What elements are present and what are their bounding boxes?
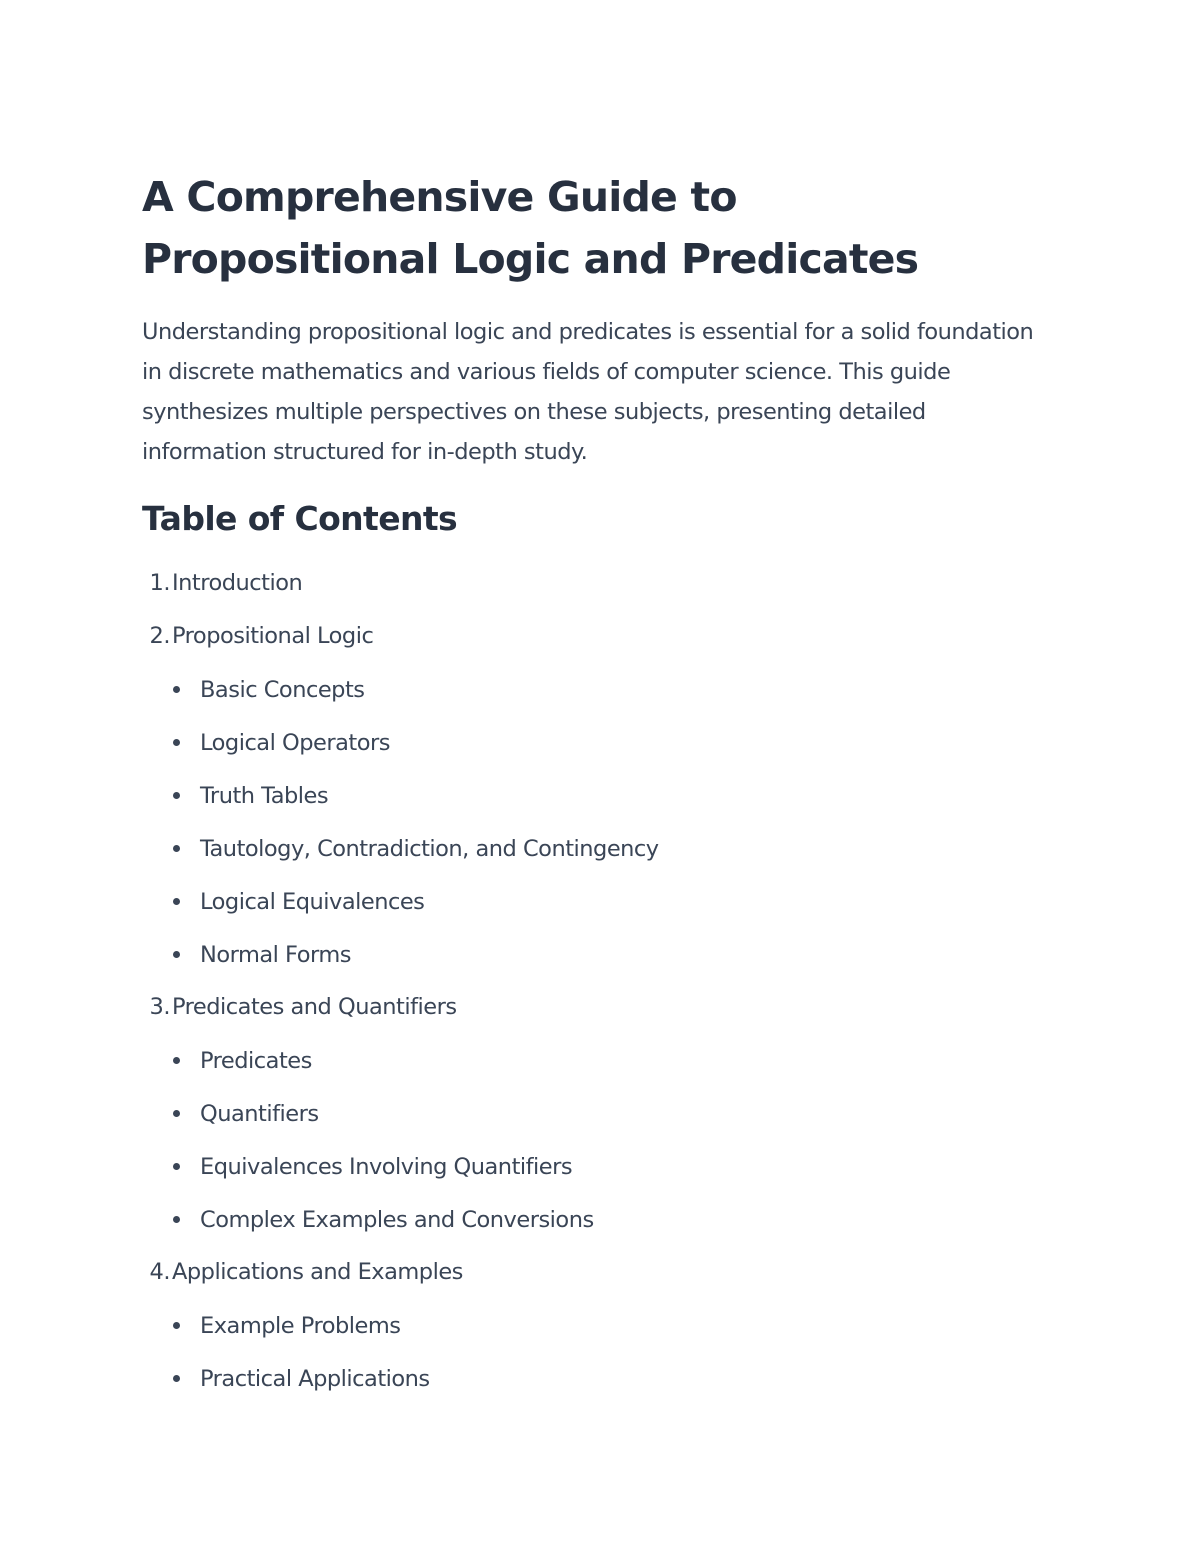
toc-section-propositional-logic	[142, 610, 1042, 981]
toc-link-normal-forms[interactable]: Normal Forms	[200, 941, 351, 968]
toc-subitem	[142, 663, 1042, 716]
bullet-icon	[173, 951, 180, 958]
toc-link-introduction[interactable]: Introduction	[172, 570, 303, 596]
toc-heading: Table of Contents	[142, 499, 458, 538]
toc-subitem	[142, 822, 1042, 875]
toc-link-example-problems[interactable]: Example Problems	[200, 1312, 401, 1339]
bullet-icon	[173, 1057, 180, 1064]
toc-link-basic-concepts[interactable]: Basic Concepts	[200, 676, 365, 703]
bullet-icon	[173, 1322, 180, 1329]
table-of-contents	[142, 557, 1042, 1405]
toc-section-introduction	[142, 557, 1042, 610]
toc-link-practical-applications[interactable]: Practical Applications	[200, 1365, 430, 1392]
bullet-icon	[173, 1216, 180, 1223]
toc-subitem	[142, 1193, 1042, 1246]
bullet-icon	[173, 1163, 180, 1170]
toc-link-tautology[interactable]: Tautology, Contradiction, and Contingency	[200, 835, 659, 862]
toc-link-predicates-quantifiers[interactable]: Predicates and Quantifiers	[172, 994, 457, 1020]
toc-number: 3.	[149, 994, 170, 1020]
bullet-icon	[173, 792, 180, 799]
toc-link-applications[interactable]: Applications and Examples	[172, 1259, 463, 1285]
toc-subitem	[142, 716, 1042, 769]
toc-subitem	[142, 1140, 1042, 1193]
toc-number: 2.	[149, 623, 170, 649]
toc-entry	[142, 557, 1042, 610]
toc-link-truth-tables[interactable]: Truth Tables	[200, 782, 329, 809]
toc-sublist	[142, 1299, 1042, 1405]
toc-section-applications	[142, 1246, 1042, 1405]
toc-subitem	[142, 875, 1042, 928]
toc-subitem	[142, 1034, 1042, 1087]
toc-link-propositional-logic[interactable]: Propositional Logic	[172, 623, 374, 649]
toc-link-logical-equivalences[interactable]: Logical Equivalences	[200, 888, 425, 915]
toc-sublist	[142, 663, 1042, 981]
document-title: A Comprehensive Guide to Propositional Logic and Predicates	[142, 173, 919, 283]
bullet-icon	[173, 1375, 180, 1382]
toc-subitem	[142, 769, 1042, 822]
toc-entry	[142, 981, 1042, 1034]
bullet-icon	[173, 686, 180, 693]
bullet-icon	[173, 739, 180, 746]
bullet-icon	[173, 1110, 180, 1117]
toc-link-predicates[interactable]: Predicates	[200, 1047, 312, 1074]
toc-subitem	[142, 1299, 1042, 1352]
toc-number: 4.	[149, 1259, 170, 1285]
toc-link-complex-examples[interactable]: Complex Examples and Conversions	[200, 1206, 594, 1233]
toc-number: 1.	[149, 570, 170, 596]
toc-link-equivalences-quantifiers[interactable]: Equivalences Involving Quantifiers	[200, 1153, 573, 1180]
toc-subitem	[142, 1352, 1042, 1405]
toc-entry	[142, 610, 1042, 663]
toc-subitem	[142, 928, 1042, 981]
toc-link-logical-operators[interactable]: Logical Operators	[200, 729, 390, 756]
bullet-icon	[173, 898, 180, 905]
bullet-icon	[173, 845, 180, 852]
toc-sublist	[142, 1034, 1042, 1246]
toc-section-predicates-quantifiers	[142, 981, 1042, 1246]
document-page	[142, 166, 1042, 1405]
toc-link-quantifiers[interactable]: Quantifiers	[200, 1100, 319, 1127]
toc-entry	[142, 1246, 1042, 1299]
toc-subitem	[142, 1087, 1042, 1140]
intro-paragraph: Understanding propositional logic and predicates is essential for a solid foundation in discrete mathematics and various fields of computer science. This guide synthesizes multiple perspectives on these subjects, presenting detailed information structured for in-depth study.	[142, 319, 1034, 465]
